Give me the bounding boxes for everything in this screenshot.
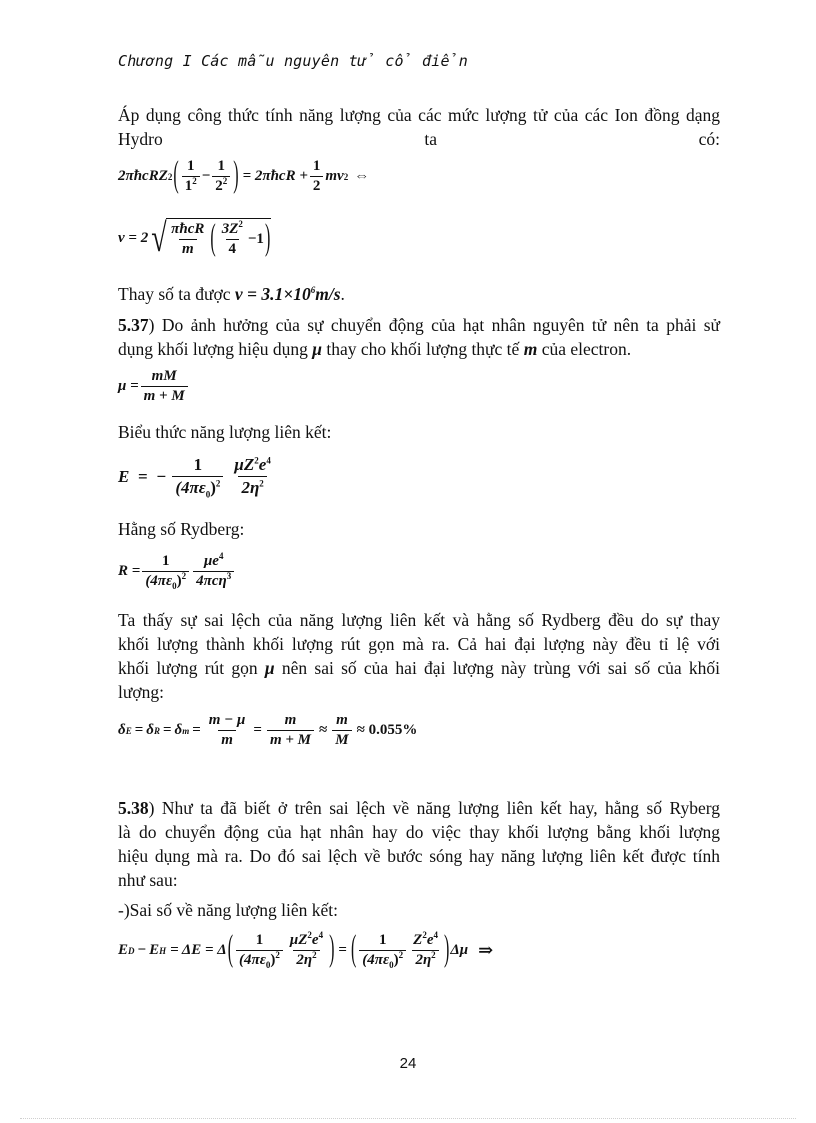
paragraph-1-line3 [118,656,720,680]
running-header: Chương I Các mẫu nguyên tử cổ điển [118,52,468,70]
paragraph-1-line4: lượng: [118,682,164,702]
last-lhs-E1: E [118,942,129,958]
eq2-tail: −1 [247,231,264,247]
delta-1: δ [118,722,126,738]
para1-c2: nên sai số của hai đại lượng này trùng với sai số của khối [274,658,720,678]
equation-energy-error: E D − E H = ΔE = Δ ( $\frac{1}{(4\pi\varepsilon_0)^2}$ $\frac{\mu Z^2e^4}{2\eta^2}$ ) = ( $\frac{1}{(4\pi\varepsilon_0)^2}$ $\frac{Z^2e^4}{2\eta^2}$ ) Δμ ⇒ [118,929,494,970]
mu-symbol: μ [312,339,322,359]
eq2-frac-num: 3Z [221,221,239,237]
last-tail: Δμ [450,942,469,958]
last-lhs-E2: E [149,942,160,958]
last-mid: = ΔE = Δ [170,942,227,958]
last-f4d: 2η [415,952,432,968]
equation-velocity [118,215,271,260]
E-eq-num2: μZ [234,455,255,474]
section-537-text-a: ) Do ảnh hưởng của sự chuyển động của hạt nhân nguyên tử nên ta phải sử [148,315,720,335]
section-538-text-a: ) Như ta đã biết ở trên sai lệch về năng lượng liên kết hay, hằng số Ryberg [148,798,720,818]
eq2-inner-num: πħcR [171,221,205,237]
last-arrow: ⇒ [478,940,494,960]
delta-2: δ [146,722,154,738]
eq2-frac-den: 4 [226,239,240,258]
section-538-line4: như sau: [118,870,178,890]
intro-paragraph [118,103,720,151]
R-eq-num1: 1 [161,553,170,569]
mu-symbol-2: μ [264,658,275,678]
delta-den3: M [332,730,351,749]
substitute-line: Thay số ta được $v = 3.1\times 10^6m/s$. [118,284,345,304]
binding-label: Biểu thức năng lượng liên kết: [118,422,332,442]
mu-eq-num: mM [151,368,177,384]
delta-num2: m [284,712,297,728]
section-537-number: 5.37 [118,315,149,335]
rydberg-label: Hằng số Rydberg: [118,519,245,539]
page-bottom-rule [20,1118,796,1119]
result-value: v = 3.1×10 [234,284,311,304]
result-exponent: 6 [310,285,316,296]
equation-rydberg: R = $\frac{1}{(4\pi\varepsilon_0)^2}$ $\frac{\mu e^4}{4\pi c\eta^3}$ [118,553,236,590]
mu-eq-lhs: μ = [118,378,139,394]
mu-eq-den: m + M [141,386,188,405]
delta-den2: m + M [267,730,314,749]
last-f3d: (4πε [362,952,390,968]
R-eq-den2: 4πcη [196,573,227,589]
equation-binding-energy: E = − $\frac{1}{(4\pi\varepsilon_0)^2}$ $\frac{\mu Z^2e^4}{2\eta^2}$ [118,455,271,500]
section-537-text-b1: dụng khối lượng hiệu dụng [118,339,313,359]
delta-num3: m [336,712,348,728]
last-f3n: 1 [378,932,387,948]
equation-energy-levels: 2πħcRZ 2 ( $\frac{1}{1^2}$ − $\frac{1}{2^2}$ ) = 2πħcR + $\frac{1}{2}$ mv 2 ⇔ [118,155,370,195]
section-537-text-b2: thay cho khối lượng thực tế [321,339,524,359]
delta-den1: m [218,730,236,749]
section-537-line1 [118,313,720,337]
intro-text: Áp dụng công thức tính năng lượng của các mức lượng tử của các Ion đồng dạng Hydro ta có: [118,105,720,149]
delta-3: δ [174,722,183,738]
m-symbol: m [523,339,538,359]
E-eq-num1: 1 [193,455,203,474]
delta-result: ≈ 0.055% [356,722,418,738]
substitute-text: Thay số ta được [118,284,235,304]
R-eq-num2: μe [203,553,219,569]
sqrt-expression: √ $\frac{\text{πħcR}}{m}$ ( $\frac{3Z^2}{4}$ −1 ) [151,215,271,260]
R-eq-den1: (4πε [145,573,173,589]
E-eq-den1: (4πε [175,478,206,497]
eq1-lhs: 2πħcRZ [118,168,168,184]
eq2-inner-den: m [179,239,197,258]
eq2-lhs: v = 2 [118,229,149,246]
para1-c1: khối lượng rút gọn [118,658,265,678]
last-f2n: μZ [289,932,308,948]
R-eq-lhs: R = [118,563,141,579]
eq1-rhs-tail: mv [325,168,344,184]
delta-num1: m − μ [208,712,246,728]
eq1-rhs: = 2πħcR + [242,168,308,184]
page-number: 24 [399,1055,417,1072]
equation-relative-error: δ E = δ R = δ m = $\frac{m - \mu}{m}$ = $\frac{m}{m + M}$ ≈ $\frac{m}{M}$ ≈ 0.055% [118,712,418,748]
equation-reduced-mass [118,368,190,405]
paragraph-1-line2: khối lượng thành khối lượng rút gọn mà ra. Cả hai đại lượng này đều tỉ lệ với [118,634,720,654]
E-eq-lhs: E = − [118,466,167,486]
section-538-line3: hiệu dụng mà ra. Do đó sai lệch về bước sóng hay năng lượng liên kết được tính [118,846,720,866]
paragraph-1-line1: Ta thấy sự sai lệch của năng lượng liên kết và hằng số Rydberg đều do sự thay [118,610,720,630]
section-538-number: 5.38 [118,798,149,818]
eq1-implies: ⇔ [354,168,370,184]
section-538-line1 [118,796,720,820]
last-f2d: 2η [296,952,313,968]
section-537-text-b3: của electron. [537,339,632,359]
last-f1n: 1 [255,932,264,948]
error-label: -)Sai số về năng lượng liên kết: [118,900,338,920]
section-538-line2: là do chuyển động của hạt nhân hay do việc thay khối lượng bằng khối lượng [118,822,720,842]
last-f4n: Z [413,932,423,948]
E-eq-den2: 2η [241,478,260,497]
last-f1d: (4πε [239,952,266,968]
result-unit: m/s [315,284,341,304]
section-537-line2 [118,337,720,361]
